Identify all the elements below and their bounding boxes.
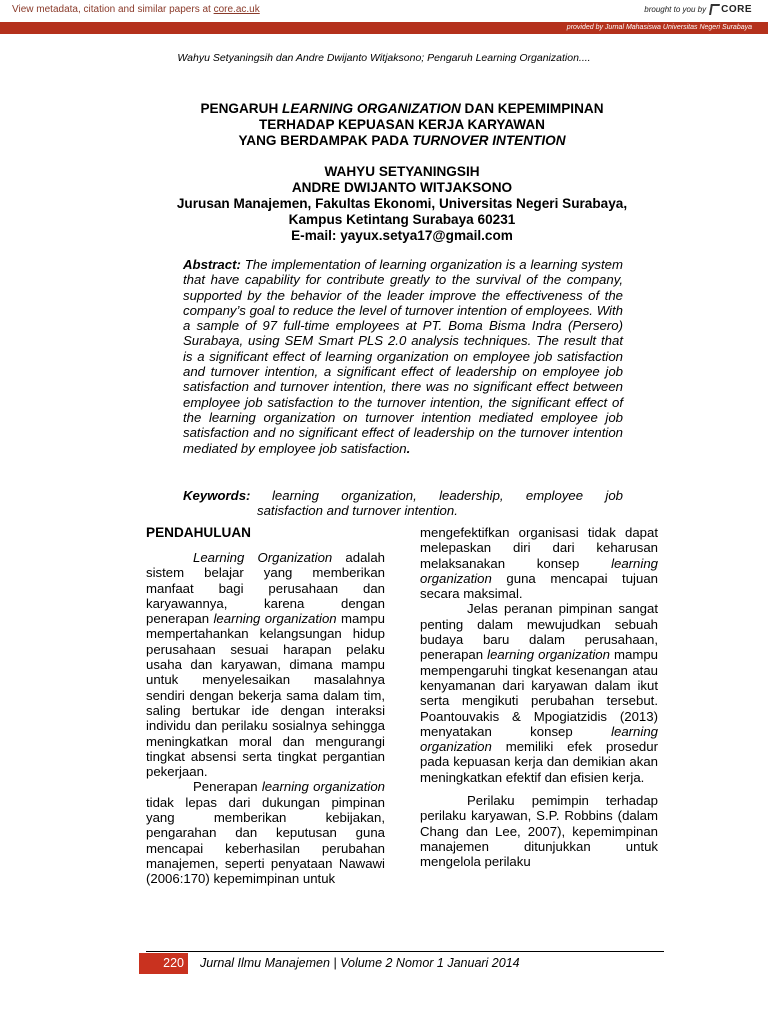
journal-footer: Jurnal Ilmu Manajemen | Volume 2 Nomor 1 Januari 2014 (200, 956, 520, 970)
abstract-label: Abstract: (183, 257, 241, 272)
keywords-row (183, 488, 623, 503)
paper-title (100, 101, 704, 149)
keywords-line-2: satisfaction and turnover intention. (257, 503, 458, 519)
author-1: WAHYU SETYANINGSIH (324, 164, 480, 179)
right-column (420, 525, 658, 870)
body-text: memiliki efek prosedur pada kepuasan kerja dan demikian akan meningkatkan efektif dan efisien kerja. (420, 739, 658, 785)
abstract (183, 257, 623, 456)
left-column (146, 525, 385, 887)
core-banner (0, 0, 768, 23)
title-italic: LEARNING ORGANIZATION (282, 101, 461, 116)
title-italic: TURNOVER INTENTION (412, 133, 566, 148)
provided-by-bar (0, 22, 768, 34)
author-email: E-mail: yayux.setya17@gmail.com (291, 228, 513, 243)
body-text: mampu mempertahankan kelangsungan hidup perusahaan sesuai harapan pelaku usaha dan karyawan, dimana mampu untuk menyelesaikan masalahnya sendiri dengan bekerja sama dalam tim, saling bertukar ide dengan interaksi individu dan perilaku sosialnya sehingga meningkatkan moral dan mengurangi tingkat absensi serta tingkat pergantian pekerjaan. (146, 611, 386, 780)
core-brought-by[interactable] (644, 4, 752, 15)
core-link[interactable]: core.ac.uk (213, 4, 260, 15)
core-logo-text: CORE (721, 4, 752, 15)
title-text: DAN KEPEMIMPINAN (460, 101, 604, 116)
page-number: 220 (139, 953, 188, 974)
title-text: YANG BERDAMPAK PADA (238, 133, 413, 148)
title-line-3 (100, 133, 704, 149)
keywords-label: Keywords: (183, 488, 251, 503)
keywords-line-1: learning organization, leadership, employee job (272, 488, 623, 503)
italic-term: learning organization (213, 611, 337, 627)
abstract-text: The implementation of learning organization is a learning system that have capability for contribute greatly to the survival of the company, supported by the behavior of the leader improve the effectiveness of the company’s goal to reduce the level of turnover intention of employees. With a sample of 97 full-time employees at PT. Boma Bisma Indra (Persero) Surabaya, using SEM Smart PLS 2.0 analysis techniques. The result that is a significant effect of learning organization on employee job satisfaction and turnover intention, a significant effect of leadership on employee job satisfaction and turnover intention, there was no significant effect between employee job satisfaction to the turnover intention, the significant effect of the learning organization on turnover intention mediated employee job satisfaction and no significant effect of leadership on the turnover intention mediated by employee job satisfaction (183, 257, 623, 456)
footer-rule (146, 951, 664, 952)
provided-by-text: provided by Jurnal Mahasiswa Universitas Negeri Surabaya (566, 24, 752, 31)
body-text: adalah sistem belajar yang memberikan manfaat bagi perusahaan dan karyawannya, karena dengan penerapan (146, 550, 385, 627)
title-line-1 (100, 101, 704, 117)
author-2: ANDRE DWIJANTO WITJAKSONO (291, 180, 513, 195)
core-logo[interactable] (710, 4, 752, 15)
body-text: guna mencapai tujuan secara maksimal. (420, 570, 658, 602)
core-metadata-label: View metadata, citation and similar papers at (12, 4, 211, 15)
italic-term: Learning Organization (193, 550, 333, 565)
body-text: Penerapan (193, 779, 262, 795)
title-text: PENGARUH (200, 101, 283, 116)
section-heading: PENDAHULUAN (146, 525, 251, 540)
campus-address: Kampus Ketintang Surabaya 60231 (288, 212, 516, 227)
paragraph (420, 601, 658, 785)
core-brought-label: brought to you by (644, 5, 707, 14)
affiliation: Jurusan Manajemen, Fakultas Ekonomi, Universitas Negeri Surabaya, (176, 196, 628, 211)
running-head: Wahyu Setyaningsih dan Andre Dwijanto Witjaksono; Pengaruh Learning Organization.... (177, 52, 591, 64)
paragraph: Perilaku pemimpin terhadap perilaku karyawan, S.P. Robbins (dalam Chang dan Lee, 2007), kepemimpinan manajemen ditunjukkan untuk mengelola perilaku (420, 793, 658, 870)
paragraph (146, 550, 385, 779)
core-metadata-text (12, 4, 260, 15)
body-text: mampu mempengaruhi tingkat kesenangan atau kenyamanan dari karyawan dalam ikut serta mengikuti perubahan tersebut. Poantouvakis & Mpogiatzidis (2013) menyatakan konsep (420, 647, 659, 739)
author-block (100, 164, 704, 244)
paragraph (420, 525, 658, 601)
keywords (183, 488, 623, 519)
italic-term: learning organization (487, 647, 610, 663)
abstract-end: . (406, 440, 411, 456)
body-text: Jelas peranan pimpinan sangat penting dalam mewujudkan sebuah budaya baru dalam perusahaan, penerapan (420, 601, 658, 663)
body-text: tidak lepas dari dukungan pimpinan yang memberikan kebijakan, pengarahan dan keputusan guna mencapai keberhasilan perubahan manajemen, seperti penyataan Nawawi (2006:170) kepemimpinan untuk (146, 794, 385, 887)
core-logo-icon (709, 4, 720, 15)
body-text: mengefektifkan organisasi tidak dapat melepaskan diri dari keharusan melaksanakan konsep (420, 525, 658, 571)
paragraph (146, 779, 385, 886)
title-line-2: TERHADAP KEPUASAN KERJA KARYAWAN (258, 117, 545, 132)
italic-term: learning organization (261, 779, 385, 795)
italic-term: learning organization (420, 723, 658, 755)
italic-term: learning organization (420, 555, 658, 586)
